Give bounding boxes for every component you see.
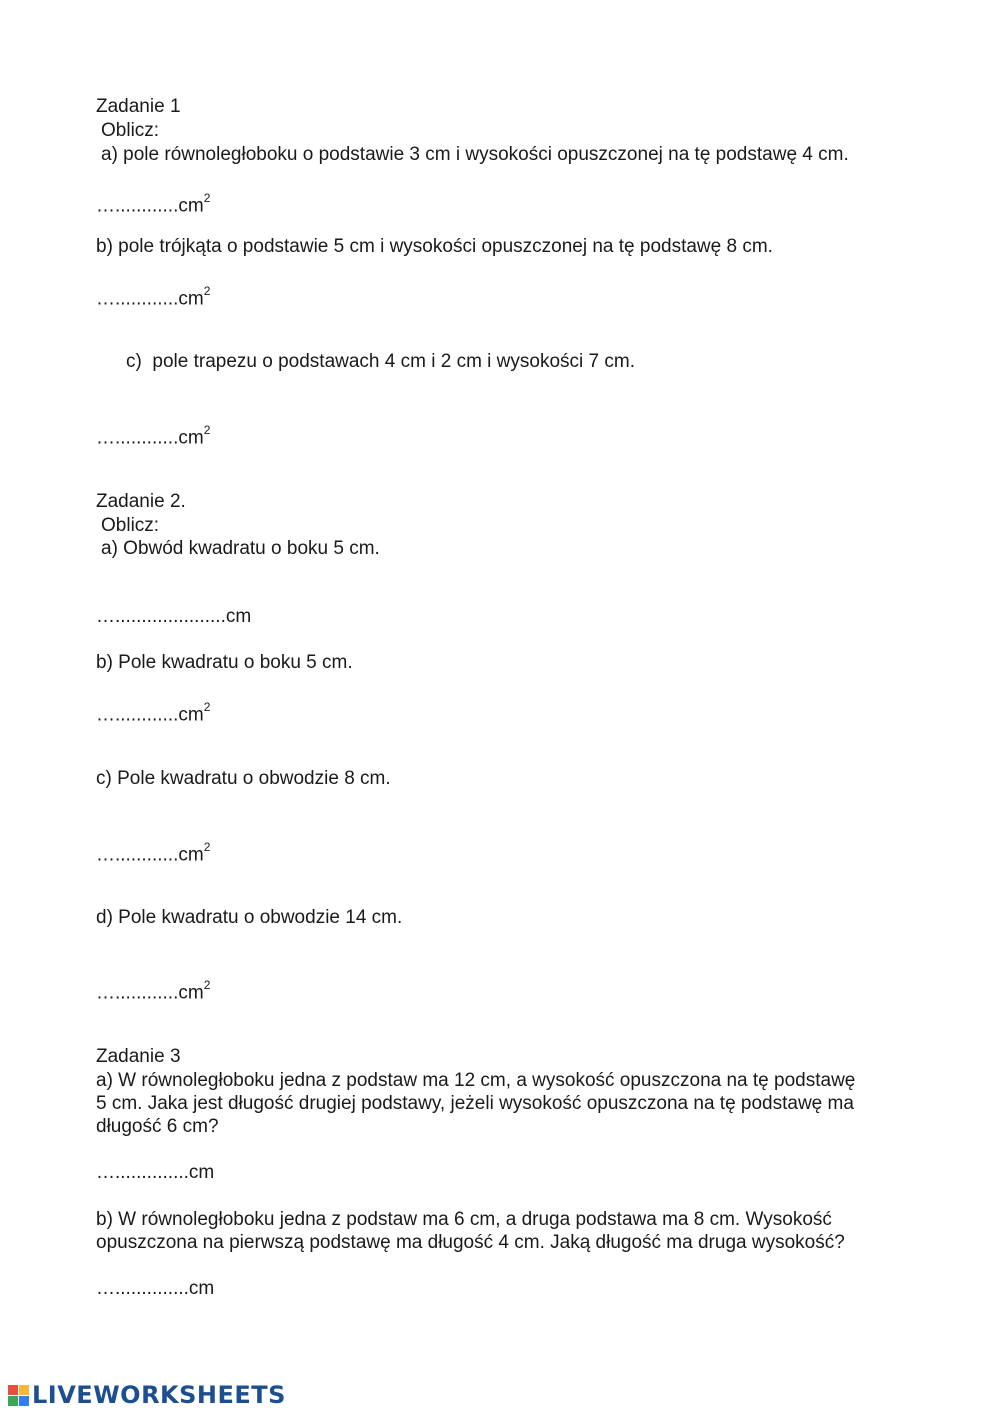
task-3-question-b-line-2: opuszczona na pierwszą podstawę ma długość 4 cm. Jaką długość ma druga wysokość?: [96, 1232, 845, 1253]
task-2-question-a: a) Obwód kwadratu o boku 5 cm.: [101, 538, 380, 559]
task-2-title: Zadanie 2.: [96, 491, 186, 512]
task-3-question-b-line-1: b) W równoległoboku jedna z podstaw ma 6 cm, a druga podstawa ma 8 cm. Wysokość: [96, 1209, 832, 1230]
liveworksheets-logo: [8, 1380, 286, 1410]
task-3-question-a-line-3: długość 6 cm?: [96, 1116, 219, 1137]
task-1-intro: Oblicz:: [101, 120, 160, 141]
logo-cube: [19, 1396, 29, 1406]
task-2-answer-d[interactable]: $\dots............cm^2$: [96, 978, 211, 1004]
task-1-question-a: a) pole równoległoboku o podstawie 3 cm i wysokości opuszczonej na tę podstawę 4 cm.: [101, 144, 849, 165]
task-1-answer-c[interactable]: $\dots............cm^2$: [96, 423, 211, 449]
logo-cubes-icon: [8, 1385, 29, 1406]
task-1-question-b: b) pole trójkąta o podstawie 5 cm i wysokości opuszczonej na tę podstawę 8 cm.: [96, 236, 773, 257]
task-1-question-c: c) pole trapezu o podstawach 4 cm i 2 cm i wysokości 7 cm.: [126, 351, 635, 372]
task-3-title: Zadanie 3: [96, 1046, 181, 1067]
task-2-question-c: c) Pole kwadratu o obwodzie 8 cm.: [96, 768, 391, 789]
task-3-question-a-line-1: a) W równoległoboku jedna z podstaw ma 12 cm, a wysokość opuszczona na tę podstawę: [96, 1070, 856, 1091]
task-3-answer-b[interactable]: …..............cm: [96, 1278, 215, 1299]
logo-wordmark: LIVEWORKSHEETS: [32, 1381, 286, 1409]
task-2-answer-a[interactable]: ….....................cm: [96, 606, 252, 627]
logo-cube: [8, 1396, 18, 1406]
task-2-question-d: d) Pole kwadratu o obwodzie 14 cm.: [96, 907, 403, 928]
logo-cube: [8, 1385, 18, 1395]
task-1-answer-b[interactable]: $\dots............cm^2$: [96, 284, 211, 310]
task-3-question-a-line-2: 5 cm. Jaka jest długość drugiej podstawy, jeżeli wysokość opuszczona na tę podstawę ma: [96, 1093, 854, 1114]
task-1-answer-a[interactable]: $\dots............cm^2$: [96, 191, 211, 217]
task-2-answer-b[interactable]: $\dots............cm^2$: [96, 700, 211, 726]
task-1-title: Zadanie 1: [96, 96, 181, 117]
logo-cube: [19, 1385, 29, 1395]
task-2-answer-c[interactable]: $\dots............cm^2$: [96, 840, 211, 866]
task-2-question-b: b) Pole kwadratu o boku 5 cm.: [96, 652, 353, 673]
task-3-answer-a[interactable]: …..............cm: [96, 1162, 215, 1183]
task-2-intro: Oblicz:: [101, 515, 160, 536]
